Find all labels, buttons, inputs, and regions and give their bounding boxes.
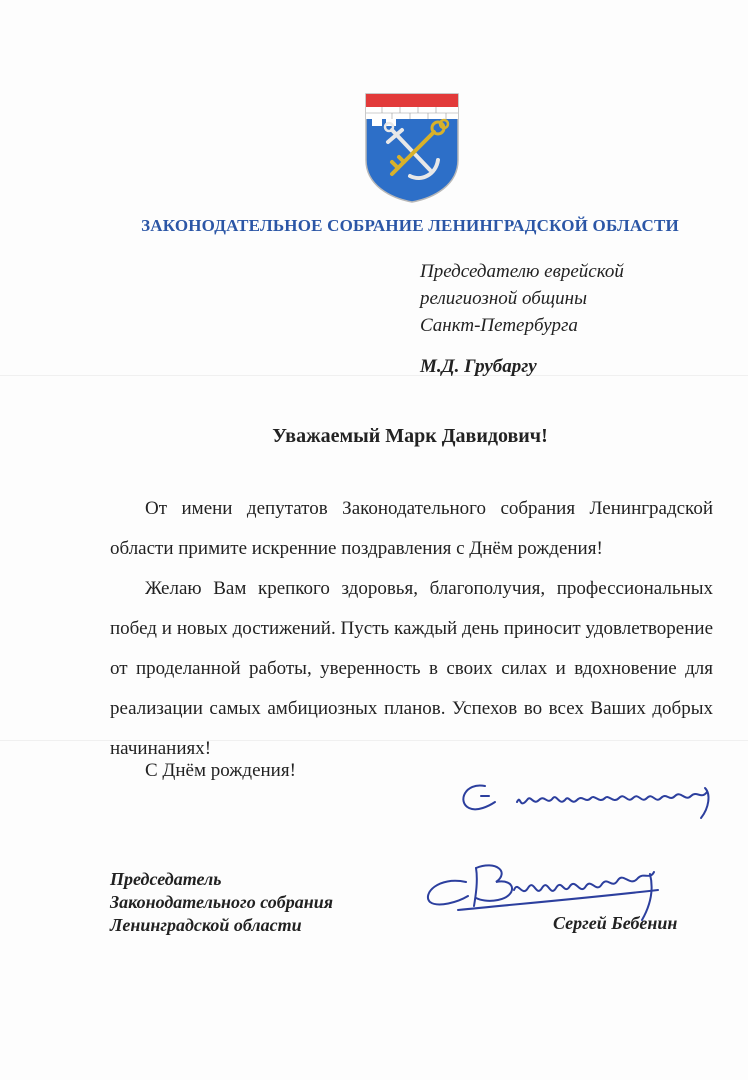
coat-of-arms-icon: [362, 90, 462, 205]
body-paragraph: От имени депутатов Законодательного собрания Ленинградской области примите искренние поздравления с Днём рождения!: [110, 498, 713, 559]
addressee-line: Санкт-Петербурга: [420, 315, 578, 336]
paper-fold: [0, 375, 748, 376]
birthday-wish: С Днём рождения!: [145, 760, 296, 781]
signatory-title-line: Председатель: [110, 869, 222, 889]
addressee-line: Председателю еврейской: [420, 261, 624, 282]
signatory-name: Сергей Бебенин: [553, 913, 678, 933]
body-paragraph: Желаю Вам крепкого здоровья, благополучия, профессиональных побед и новых достижений. Пусть каждый день приносит удовлетворение от проделанной работы, уверенность в своих силах и вдохновение для реализации самых амбициозных планов. Успехов во всех Ваших добрых начинаниях!: [110, 578, 713, 759]
addressee-block: [420, 258, 624, 339]
signatory-title-line: Законодательного собрания: [110, 892, 333, 912]
addressee-line: религиозной общины: [420, 288, 587, 309]
handwritten-regards-icon: [455, 772, 725, 832]
addressee-name: М.Д. Грубаргу: [420, 356, 537, 377]
signatory-title-line: Ленинградской области: [110, 915, 302, 935]
letterhead-organization: ЗАКОНОДАТЕЛЬНОЕ СОБРАНИЕ ЛЕНИНГРАДСКОЙ ОБЛАСТИ: [141, 216, 679, 235]
signatory-title: [110, 868, 333, 937]
salutation: Уважаемый Марк Давидович!: [272, 425, 548, 447]
